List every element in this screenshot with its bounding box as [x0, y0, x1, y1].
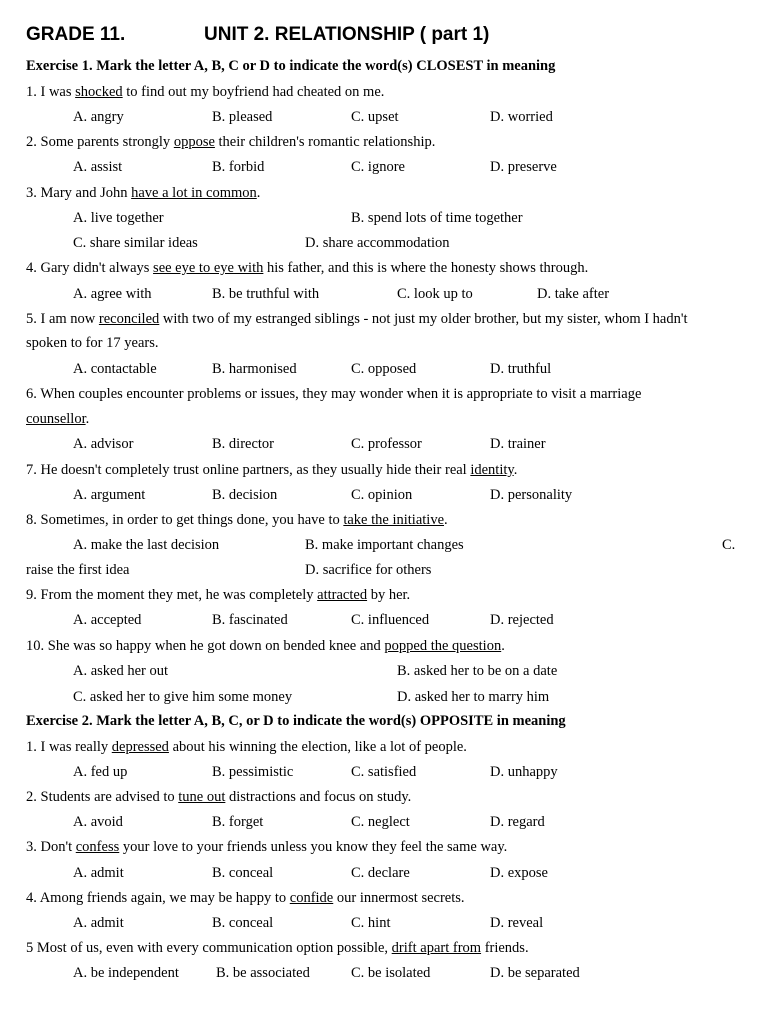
option-c: C. neglect [351, 814, 410, 830]
question-2-1: 1. I was really depressed about his winning the election, like a lot of people. [26, 739, 467, 755]
question-1-5-continued: spoken to for 17 years. [26, 335, 159, 351]
underlined-phrase: popped the question [384, 638, 502, 654]
option-a: A. be independent [73, 965, 179, 981]
underlined-word: confide [289, 890, 334, 906]
option-c: C. professor [351, 436, 422, 452]
question-2-5: 5 Most of us, even with every communication option possible, drift apart from friends. [26, 940, 529, 956]
question-1-4: 4. Gary didn't always see eye to eye with his father, and this is where the honesty shows through. [26, 260, 589, 276]
option-a: A. angry [73, 109, 124, 125]
question-2-4: 4. Among friends again, we may be happy to confide our innermost secrets. [26, 890, 465, 906]
option-d: D. rejected [490, 612, 554, 628]
underlined-phrase: drift apart from [391, 940, 482, 956]
option-d: D. preserve [490, 159, 557, 175]
underlined-phrase: have a lot in common [131, 185, 257, 201]
question-1-3: 3. Mary and John have a lot in common. [26, 185, 261, 201]
option-b: B. be associated [216, 965, 310, 981]
option-d: D. truthful [490, 361, 552, 377]
option-b: B. asked her to be on a date [397, 663, 558, 679]
option-b: B. spend lots of time together [351, 210, 523, 226]
option-a: A. fed up [73, 764, 128, 780]
option-b: B. pleased [212, 109, 273, 125]
option-b: B. pessimistic [212, 764, 294, 780]
question-1-8: 8. Sometimes, in order to get things done, you have to take the initiative. [26, 512, 448, 528]
option-a: A. accepted [73, 612, 142, 628]
question-1-9: 9. From the moment they met, he was completely attracted by her. [26, 587, 411, 603]
option-c: C. look up to [397, 286, 473, 302]
option-d: D. personality [490, 487, 573, 503]
question-1-10: 10. She was so happy when he got down on bended knee and popped the question. [26, 638, 505, 654]
option-b: B. decision [212, 487, 278, 503]
question-2-2: 2. Students are advised to tune out distractions and focus on study. [26, 789, 412, 805]
option-b: B. director [212, 436, 275, 452]
question-1-6: 6. When couples encounter problems or issues, they may wonder when it is appropriate to visit a marriage [26, 386, 642, 402]
option-b: B. be truthful with [212, 286, 320, 302]
option-c: C. satisfied [351, 764, 417, 780]
underlined-phrase: tune out [178, 789, 226, 805]
option-c: C. opinion [351, 487, 413, 503]
option-a: A. contactable [73, 361, 157, 377]
option-b: B. forget [212, 814, 264, 830]
option-a: A. asked her out [73, 663, 169, 679]
option-c: C. hint [351, 915, 391, 931]
underlined-word: identity [470, 462, 514, 478]
underlined-phrase: take the initiative [343, 512, 445, 528]
option-b: B. make important changes [305, 537, 464, 553]
question-1-7: 7. He doesn't completely trust online partners, as they usually hide their real identity. [26, 462, 518, 478]
option-c: C. declare [351, 865, 410, 881]
question-2-3: 3. Don't confess your love to your friends unless you know they feel the same way. [26, 839, 508, 855]
exercise-1-heading: Exercise 1. Mark the letter A, B, C or D to indicate the word(s) CLOSEST in meaning [26, 58, 556, 74]
option-a: A. admit [73, 915, 124, 931]
option-a: A. advisor [73, 436, 134, 452]
underlined-word: reconciled [98, 311, 160, 327]
option-a: A. agree with [73, 286, 152, 302]
grade-label: GRADE 11. [26, 24, 126, 45]
option-d: D. be separated [490, 965, 580, 981]
underlined-word: counsellor [26, 411, 86, 427]
option-c: C. influenced [351, 612, 430, 628]
option-b: B. forbid [212, 159, 265, 175]
exercise-2-heading: Exercise 2. Mark the letter A, B, C, or D to indicate the word(s) OPPOSITE in meaning [26, 713, 566, 729]
option-d: D. regard [490, 814, 545, 830]
option-c: C. share similar ideas [73, 235, 198, 251]
unit-title: UNIT 2. RELATIONSHIP ( part 1) [204, 24, 490, 45]
option-d: D. sacrifice for others [305, 562, 432, 578]
option-c: C. upset [351, 109, 399, 125]
option-d: D. expose [490, 865, 548, 881]
underlined-word: shocked [75, 84, 123, 100]
option-c-letter: C. [722, 537, 736, 553]
page-title [26, 24, 490, 46]
option-a: A. avoid [73, 814, 123, 830]
option-d: D. take after [537, 286, 610, 302]
option-a: A. assist [73, 159, 123, 175]
question-1-6-continued: counsellor. [26, 411, 90, 427]
option-a: A. live together [73, 210, 164, 226]
underlined-word: oppose [173, 134, 215, 150]
option-d: D. share accommodation [305, 235, 450, 251]
option-a: A. argument [73, 487, 146, 503]
underlined-word: confess [75, 839, 120, 855]
option-d: D. worried [490, 109, 553, 125]
question-1-5: 5. I am now reconciled with two of my estranged siblings - not just my older brother, but my sister, whom I hadn't [26, 311, 688, 327]
option-d: D. reveal [490, 915, 544, 931]
option-c: C. be isolated [351, 965, 431, 981]
option-a: A. make the last decision [73, 537, 220, 553]
option-d: D. asked her to marry him [397, 689, 550, 705]
option-c: C. ignore [351, 159, 405, 175]
underlined-word: attracted [317, 587, 368, 603]
underlined-phrase: see eye to eye with [153, 260, 264, 276]
option-b: B. harmonised [212, 361, 297, 377]
option-b: B. conceal [212, 915, 274, 931]
question-1-1: 1. I was shocked to find out my boyfriend had cheated on me. [26, 84, 385, 100]
option-b: B. fascinated [212, 612, 288, 628]
option-c: C. opposed [351, 361, 417, 377]
option-b: B. conceal [212, 865, 274, 881]
option-a: A. admit [73, 865, 124, 881]
option-c-text: raise the first idea [26, 562, 130, 578]
underlined-word: depressed [111, 739, 169, 755]
option-d: D. trainer [490, 436, 546, 452]
option-d: D. unhappy [490, 764, 558, 780]
question-1-2: 2. Some parents strongly oppose their children's romantic relationship. [26, 134, 436, 150]
option-c: C. asked her to give him some money [73, 689, 293, 705]
